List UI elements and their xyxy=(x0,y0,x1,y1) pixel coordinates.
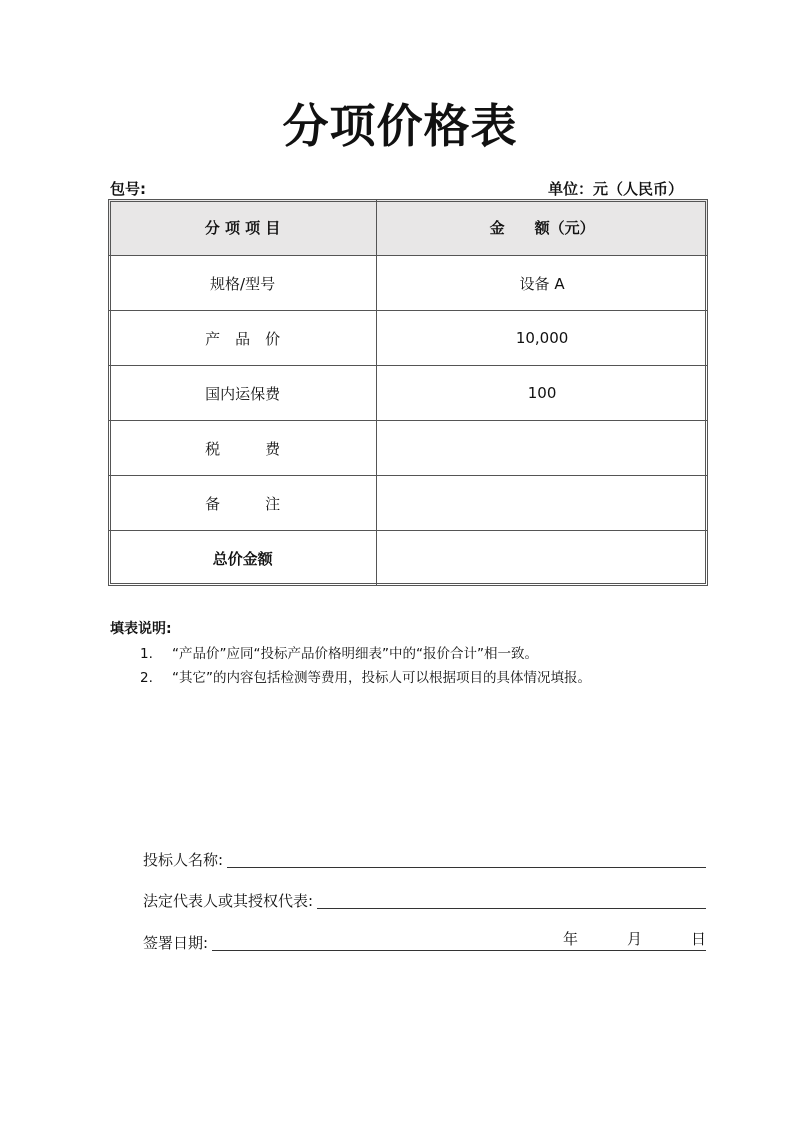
bidder-name-label: 投标人名称: xyxy=(143,851,224,869)
signing-date-label: 签署日期: xyxy=(143,934,209,952)
table-meta-row xyxy=(110,178,708,198)
list-item xyxy=(140,642,591,666)
table-header-row xyxy=(109,200,707,256)
day-label: 日 xyxy=(690,930,706,948)
year-label: 年 xyxy=(562,930,578,948)
table-row xyxy=(109,256,707,311)
package-number-label: 包号: xyxy=(110,180,146,198)
bidder-name-line xyxy=(143,848,706,870)
row-item-spec: 规格/型号 xyxy=(109,256,377,311)
notes-title: 填表说明: xyxy=(110,621,172,637)
row-item-tax: 税 费 xyxy=(109,421,377,476)
row-item-remarks: 备 注 xyxy=(109,476,377,531)
representative-field[interactable] xyxy=(317,888,706,909)
note-text: “产品价”应同“投标产品价格明细表”中的“报价合计”相一致。 xyxy=(172,646,538,662)
page-title: 分项价格表 xyxy=(282,99,518,153)
note-number: 1. xyxy=(140,646,153,662)
price-breakdown-table xyxy=(108,199,708,586)
note-text: “其它”的内容包括检测等费用，投标人可以根据项目的具体情况填报。 xyxy=(172,670,591,686)
signing-date-field[interactable] xyxy=(212,930,706,951)
currency-unit-label: 单位：元（人民币） xyxy=(547,180,683,198)
table-row xyxy=(109,366,707,421)
representative-label: 法定代表人或其授权代表: xyxy=(143,892,314,910)
table-row xyxy=(109,421,707,476)
row-amount-total[interactable] xyxy=(377,531,707,585)
notes-list xyxy=(140,642,591,690)
row-amount-remarks[interactable] xyxy=(377,476,707,531)
header-item: 分 项 项 目 xyxy=(109,200,377,256)
row-item-total: 总价金额 xyxy=(109,531,377,585)
table-row xyxy=(109,476,707,531)
table-row xyxy=(109,531,707,585)
representative-line xyxy=(143,889,706,911)
row-amount-shipping[interactable]: 100 xyxy=(377,366,707,421)
row-amount-product-price[interactable]: 10,000 xyxy=(377,311,707,366)
bidder-name-field[interactable] xyxy=(227,847,706,868)
signing-date-line xyxy=(143,931,706,953)
note-number: 2. xyxy=(140,670,153,686)
table-row xyxy=(109,311,707,366)
row-item-shipping: 国内运保费 xyxy=(109,366,377,421)
row-amount-spec[interactable]: 设备 A xyxy=(377,256,707,311)
row-amount-tax[interactable] xyxy=(377,421,707,476)
row-item-product-price: 产 品 价 xyxy=(109,311,377,366)
month-label: 月 xyxy=(626,930,642,948)
header-amount: 金 额（元） xyxy=(377,200,707,256)
list-item xyxy=(140,666,591,690)
